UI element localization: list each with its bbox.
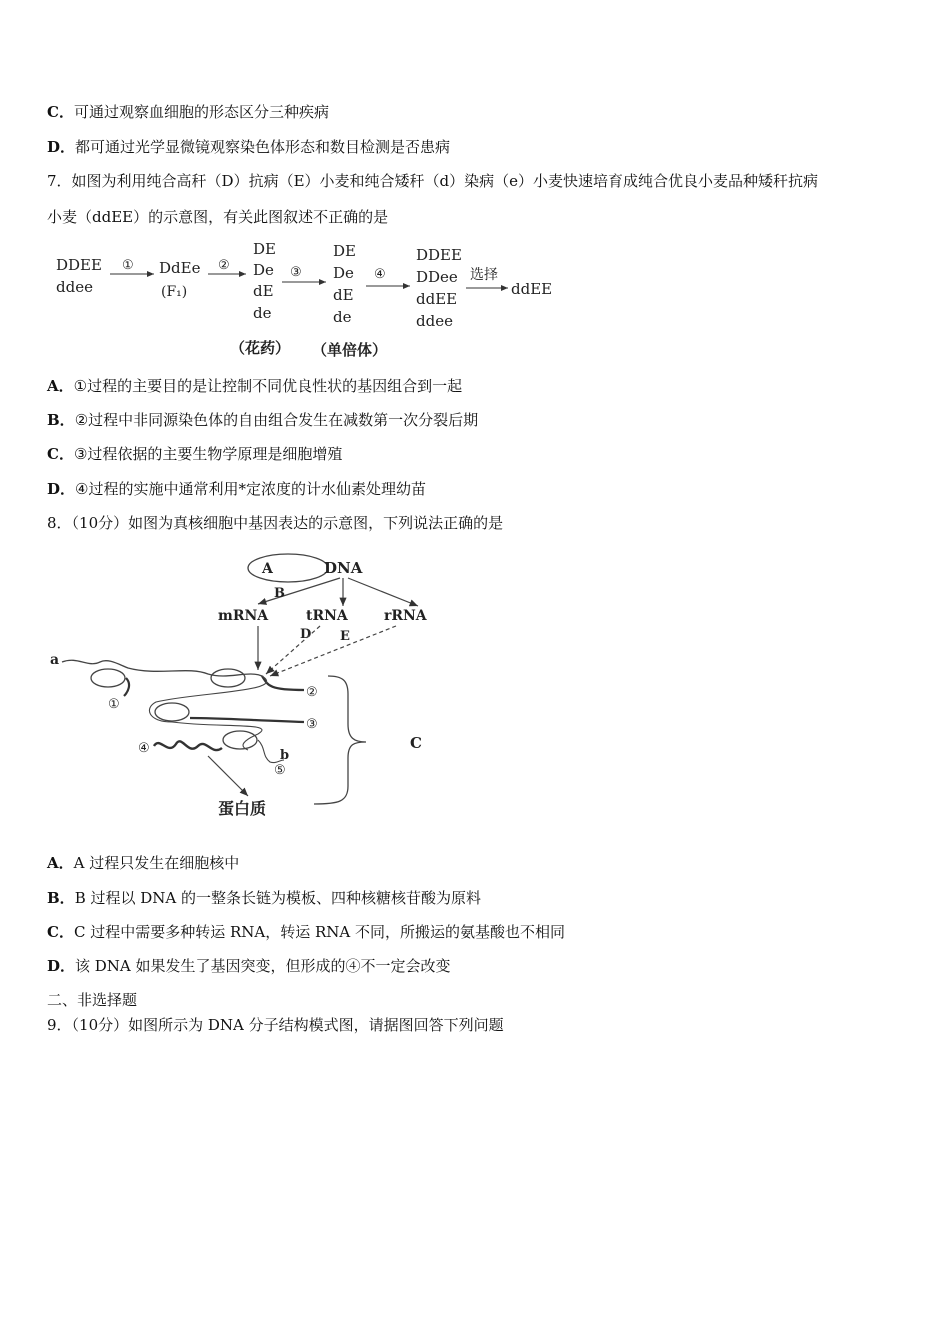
replication-loop [248,554,328,582]
pollen-genotype-1: DE [253,240,276,258]
q8-option-b: B．B 过程以 DNA 的一整条长链为模板、四种核糖核苷酸为原料 [47,889,482,907]
mrna-loop [149,676,266,750]
q8-stem: 8．（10分）如图为真核细胞中基因表达的示意图，下列说法正确的是 [47,514,504,532]
q8-option-c: C．C 过程中需要多种转运 RNA，转运 RNA 不同，所搬运的氨基酸也不相同 [47,923,566,941]
protein-label: 蛋白质 [218,799,267,818]
num2: ② [306,685,318,700]
f1-label: (F₁) [161,284,188,300]
q9-stem: 9．（10分）如图所示为 DNA 分子结构模式图，请据图回答下列问题 [47,1016,504,1034]
breeding-diagram [50,240,570,365]
polypeptide-chain [154,741,222,750]
q8-option-a: A．A 过程只发生在细胞核中 [47,854,240,872]
f1-genotype: DdEe [159,259,201,277]
q6-option-c: C．可通过观察血细胞的形态区分三种疾病 [47,103,329,121]
dashed-arrow-rrna [270,626,396,676]
num1: ① [108,697,120,712]
q7-option-c: C．③过程依据的主要生物学原理是细胞增殖 [47,445,343,463]
arrow-to-rrna [348,578,418,606]
parent-genotype-1: DDEE [56,256,102,274]
label-c: C [410,734,422,752]
diploid-genotype-1: DDEE [416,246,462,264]
num4: ④ [138,741,150,756]
pollen-genotype-4: de [253,304,272,322]
peptide-2 [262,676,304,690]
label-e: E [340,629,350,644]
pollen-genotype-2: De [253,261,274,279]
diploid-genotype-4: ddee [416,312,453,330]
ribosome-1 [91,669,125,687]
arrow-to-protein [208,756,248,796]
haploid-genotype-1: DE [333,242,356,260]
label-a-upper: A [262,561,273,577]
label-d: D [300,627,312,642]
q7-option-d: D．④过程的实施中通常利用*定浓度的计水仙素处理幼苗 [47,480,426,498]
brace-c [314,676,366,804]
result-genotype: ddEE [511,280,553,298]
diploid-genotype-3: ddEE [416,290,458,308]
mrna-label: mRNA [218,608,269,624]
q7-option-b: B．②过程中非同源染色体的自由组合发生在减数第一次分裂后期 [47,411,479,429]
step3-label: ③ [290,265,302,280]
label-a-lower: a [50,652,60,668]
q7-option-a: A．①过程的主要目的是让控制不同优良性状的基因组合到一起 [47,377,463,395]
pollen-genotype-3: dE [253,282,274,300]
q8-option-d: D．该 DNA 如果发生了基因突变，但形成的④不一定会改变 [47,957,451,975]
q7-stem-line2: 小麦（ddEE）的示意图，有关此图叙述不正确的是 [47,208,389,226]
parent-genotype-2: ddee [56,278,93,296]
ribosome-4 [223,731,257,749]
rrna-label: rRNA [384,608,427,624]
num5: ⑤ [274,763,286,778]
step4-label: ④ [374,267,386,282]
caption-pollen: （花药） [230,339,291,357]
haploid-genotype-2: De [333,264,354,282]
label-b-upper: B [274,586,285,601]
mrna-strand-lower [62,660,262,676]
dna-label: DNA [324,559,363,577]
select-label: 选择 [470,267,498,283]
peptide-3 [190,718,304,722]
haploid-genotype-4: de [333,308,352,326]
caption-haploid: （单倍体） [312,341,388,359]
ribosome-2 [211,669,245,687]
ribosome-3 [155,703,189,721]
dashed-arrow-trna [266,626,320,674]
section-heading: 二、非选择题 [47,991,138,1009]
step1-label: ① [122,258,134,273]
trna-label: tRNA [306,608,348,624]
label-b-lower: b [280,748,290,763]
num3: ③ [306,717,318,732]
step2-label: ② [218,258,230,273]
q6-option-d: D．都可通过光学显微镜观察染色体形态和数目检测是否患病 [47,138,451,156]
haploid-genotype-3: dE [333,286,354,304]
diploid-genotype-2: DDee [416,268,458,286]
q7-stem-line1: 7．如图为利用纯合高秆（D）抗病（E）小麦和纯合矮秆（d）染病（e）小麦快速培育成纯合优良小麦品种矮秆抗病 [47,172,819,190]
gene-expression-diagram [48,552,448,824]
